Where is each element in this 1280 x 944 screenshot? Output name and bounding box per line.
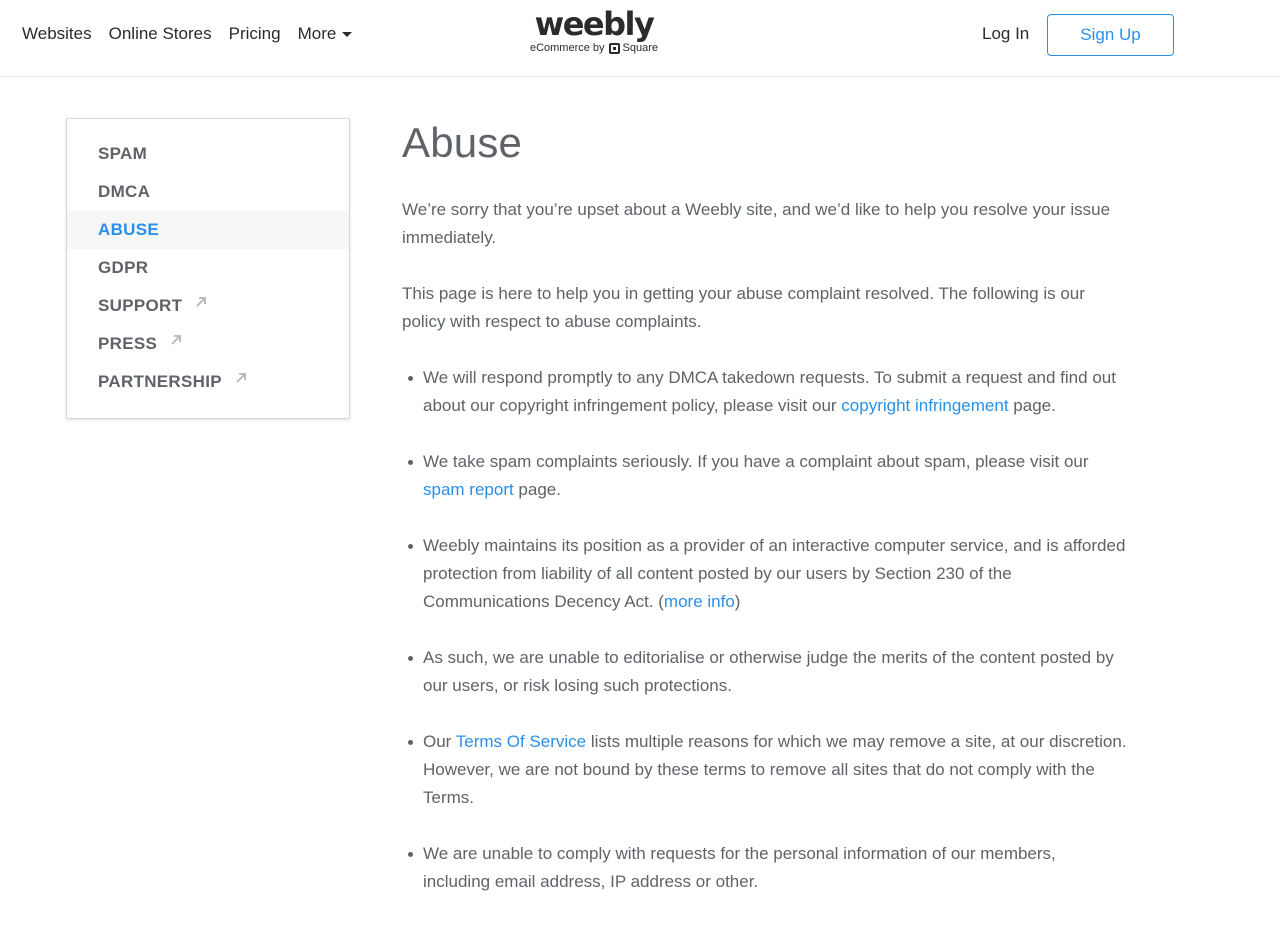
nav-online-stores-link[interactable]: Online Stores bbox=[108, 24, 212, 43]
sidebar-item-label: SUPPORT bbox=[98, 296, 183, 315]
spam-report-link[interactable]: spam report bbox=[423, 480, 514, 499]
more-info-link[interactable]: more info bbox=[663, 592, 735, 611]
square-logo-icon bbox=[609, 43, 620, 54]
bullet-text: lists multiple reasons for which we may remove a site, at our discretion. However, we are not bound by these terms to remove all sites that do not comply with the Terms. bbox=[423, 732, 1127, 807]
nav-websites-link[interactable]: Websites bbox=[22, 24, 92, 43]
list-item bbox=[402, 644, 1127, 700]
sidebar-item-label: DMCA bbox=[98, 182, 151, 201]
sidebar-item-label: PRESS bbox=[98, 334, 158, 353]
sidebar-item-label: ABUSE bbox=[98, 220, 160, 239]
sidebar-item-support[interactable] bbox=[67, 287, 349, 325]
logo-tagline-prefix: eCommerce by bbox=[529, 42, 605, 54]
list-item bbox=[402, 840, 1127, 896]
list-item bbox=[402, 728, 1127, 812]
bullet-text: We are unable to comply with requests for the personal information of our members, including email address, IP address or other. bbox=[423, 844, 1056, 891]
list-item bbox=[402, 364, 1127, 420]
list-item bbox=[402, 448, 1127, 504]
sidebar-item-label: PARTNERSHIP bbox=[98, 372, 222, 391]
logo-tagline-brand: Square bbox=[622, 42, 659, 54]
bullet-text: We will respond promptly to any DMCA takedown requests. To submit a request and find out about our copyright infringement policy, please visit our bbox=[423, 368, 1116, 415]
sidebar-item-abuse[interactable] bbox=[67, 211, 349, 249]
intro-paragraph-1: We’re sorry that you’re upset about a Weebly site, and we’d like to help you resolve your issue immediately. bbox=[402, 200, 1111, 247]
login-link[interactable]: Log In bbox=[982, 24, 1030, 43]
sidebar-item-gdpr[interactable] bbox=[67, 249, 349, 287]
list-item bbox=[402, 532, 1127, 616]
bullet-text: We take spam complaints seriously. If you have a complaint about spam, please visit our bbox=[423, 452, 1089, 471]
weebly-logo[interactable] bbox=[528, 6, 660, 54]
bullet-text: As such, we are unable to editorialise or otherwise judge the merits of the content posted by our users, or risk losing such protections. bbox=[423, 648, 1114, 695]
sidebar-item-spam[interactable] bbox=[67, 135, 349, 173]
bullet-text: Weebly maintains its position as a provider of an interactive computer service, and is afforded protection from liability of all content posted by our users by Section 230 of the Communications Decency Act. ( bbox=[423, 536, 1126, 611]
page-title: Abuse bbox=[402, 119, 523, 166]
main-nav bbox=[22, 24, 352, 44]
caret-down-icon bbox=[342, 32, 352, 37]
nav-pricing-link[interactable]: Pricing bbox=[228, 24, 281, 43]
site-header bbox=[0, 0, 1280, 77]
bullet-text: page. bbox=[513, 480, 561, 499]
terms-of-service-link[interactable]: Terms Of Service bbox=[455, 732, 587, 751]
sidebar-item-label: GDPR bbox=[98, 258, 149, 277]
legal-sidebar bbox=[66, 118, 350, 419]
copyright-infringement-link[interactable]: copyright infringement bbox=[841, 396, 1009, 415]
main-content bbox=[402, 118, 1127, 924]
sidebar-item-partnership[interactable] bbox=[67, 363, 349, 401]
external-link-icon bbox=[194, 295, 208, 309]
sidebar-item-press[interactable] bbox=[67, 325, 349, 363]
intro-paragraph-2: This page is here to help you in getting your abuse complaint resolved. The following is our policy with respect to abuse complaints. bbox=[402, 284, 1085, 331]
policy-list bbox=[402, 364, 1127, 896]
sidebar-item-label: SPAM bbox=[98, 144, 148, 163]
bullet-text: page. bbox=[1008, 396, 1056, 415]
signup-button[interactable]: Sign Up bbox=[1047, 14, 1174, 56]
bullet-text: ) bbox=[734, 592, 741, 611]
external-link-icon bbox=[234, 371, 248, 385]
external-link-icon bbox=[169, 333, 183, 347]
bullet-text: Our bbox=[423, 732, 456, 751]
logo-wordmark: weebly bbox=[534, 5, 654, 43]
sidebar-item-dmca[interactable] bbox=[67, 173, 349, 211]
nav-more-label: More bbox=[297, 24, 337, 43]
logo-tagline bbox=[528, 42, 660, 54]
nav-more-dropdown[interactable] bbox=[298, 24, 353, 44]
